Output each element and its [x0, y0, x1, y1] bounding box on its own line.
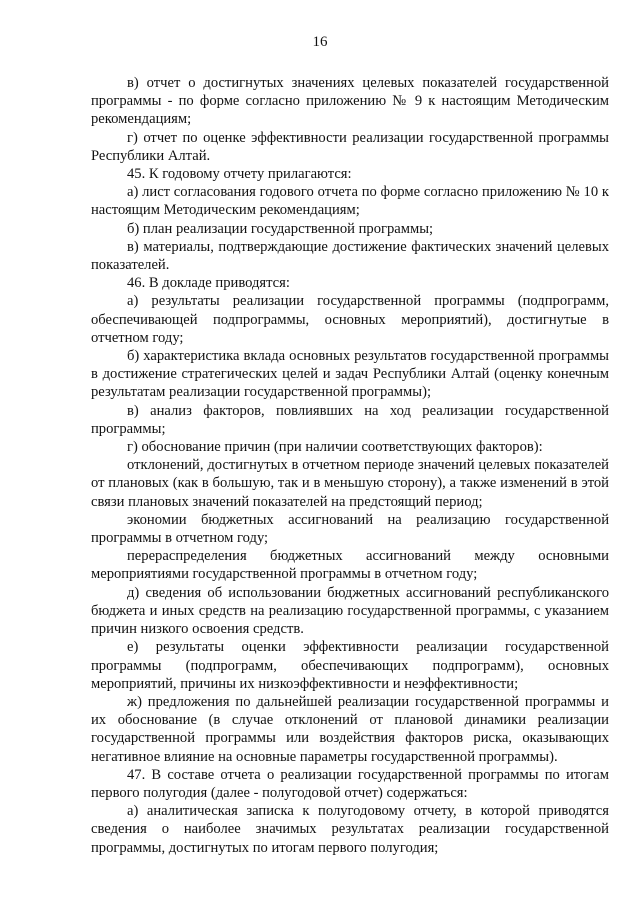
paragraph: е) результаты оценки эффективности реализации государственной программы (подпрограмм, обеспечивающих подпрограмм), основных мероприятий, причины их низкоэффективности и неэффективности; — [91, 639, 609, 692]
paragraph: 45. К годовому отчету прилагаются: — [127, 166, 352, 183]
paragraph: 47. В составе отчета о реализации государственной программы по итогам первого полугодия (далее - полугодовой отчет) содержаться: — [91, 766, 609, 801]
paragraph: б) план реализации государственной программы; — [127, 220, 434, 237]
paragraph: в) материалы, подтверждающие достижение фактических значений целевых показателей. — [91, 238, 609, 274]
document-body — [91, 74, 609, 857]
page-number: 16 — [312, 34, 328, 50]
paragraph: ж) предложения по дальнейшей реализации государственной программы и их обоснование (в случае отклонений от плановой динамики реализации государственной программы или воздействия факторов риска, оказывающих негативное влияние на основные параметры государственной программы). — [91, 693, 609, 765]
paragraph: отклонений, достигнутых в отчетном периоде значений целевых показателей от плановых (как в большую, так и в меньшую сторону), а также изменений в этой связи плановых значений показателей на предстоящий период; — [91, 457, 609, 510]
paragraph: перераспределения бюджетных ассигнований между основными мероприятиями государственной программы в отчетном году; — [91, 548, 609, 583]
paragraph: б) характеристика вклада основных результатов государственной программы в достижение стратегических целей и задач Республики Алтай (оценку конечным результатам реализации государственной программы); — [91, 348, 609, 401]
paragraph: а) лист согласования годового отчета по форме согласно приложению № 10 к настоящим Методическим рекомендациям; — [91, 184, 609, 219]
paragraph: в) отчет о достигнутых значениях целевых показателей государственной программы - по форме согласно приложению № 9 к настоящим Методическим рекомендациям; — [91, 75, 609, 128]
paragraph: г) обоснование причин (при наличии соответствующих факторов): — [127, 439, 543, 456]
paragraph: а) аналитическая записка к полугодовому отчету, в которой приводятся сведения о наиболее значимых результатах реализации государственной программы, достигнутых по итогам первого полугодия; — [91, 803, 609, 856]
paragraph: д) сведения об использовании бюджетных ассигнований республиканского бюджета и иных средств на реализацию государственной программы, с указанием причин низкого освоения средств. — [91, 584, 609, 638]
paragraph: а) результаты реализации государственной программы (подпрограмм, обеспечивающей подпрограммы, основных мероприятий), достигнутые в отчетном году; — [91, 293, 609, 346]
paragraph: экономии бюджетных ассигнований на реализацию государственной программы в отчетном году; — [91, 511, 609, 547]
paragraph: г) отчет по оценке эффективности реализации государственной программы Республики Алтай. — [91, 129, 609, 164]
paragraph: в) анализ факторов, повлиявших на ход реализации государственной программы; — [91, 402, 609, 437]
paragraph: 46. В докладе приводятся: — [127, 275, 290, 292]
